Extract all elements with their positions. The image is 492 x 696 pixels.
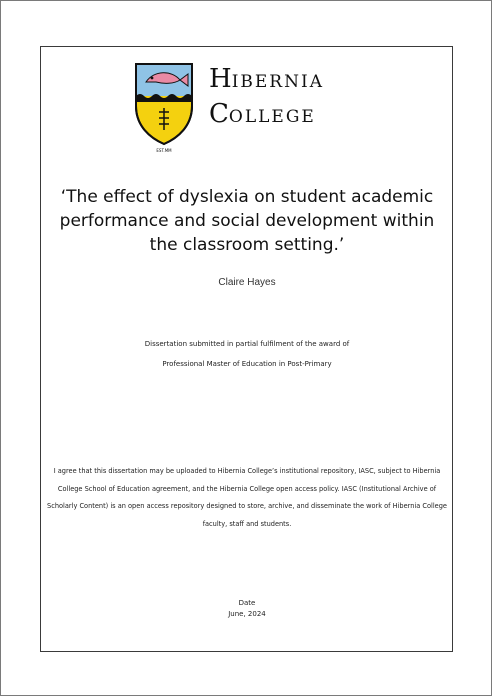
dissertation-title: ‘The effect of dyslexia on student academic performance and social development within the classroom setting.’	[59, 187, 435, 255]
svg-text:EST.MM: EST.MM	[156, 148, 172, 153]
date-value: June, 2024	[228, 610, 266, 618]
date-label: Date	[238, 599, 256, 607]
award-line-2: Professional Master of Education in Post-Primary	[162, 360, 332, 368]
author-name: Claire Hayes	[218, 277, 276, 288]
wordmark-line-2: COLLEGE	[209, 99, 316, 129]
crest-caption	[134, 146, 194, 154]
college-logo	[134, 62, 334, 153]
award-line-1: Dissertation submitted in partial fulfilment of the award of	[144, 340, 350, 348]
wordmark-line-1: HIBERNIA	[209, 64, 324, 94]
college-wordmark	[209, 66, 324, 136]
date-block	[51, 598, 443, 620]
repository-agreement: I agree that this dissertation may be uploaded to Hibernia College’s institutional repository, IASC, subject to Hibernia College School of Education agreement, and the Hibernia College open access policy. IASC (Institutional Archive of Scholarly Content) is an open access repository designed to store, archive, and disseminate the work of Hibernia College faculty, staff and students.	[47, 467, 447, 528]
award-statement	[51, 334, 443, 374]
crest-icon	[134, 62, 194, 146]
